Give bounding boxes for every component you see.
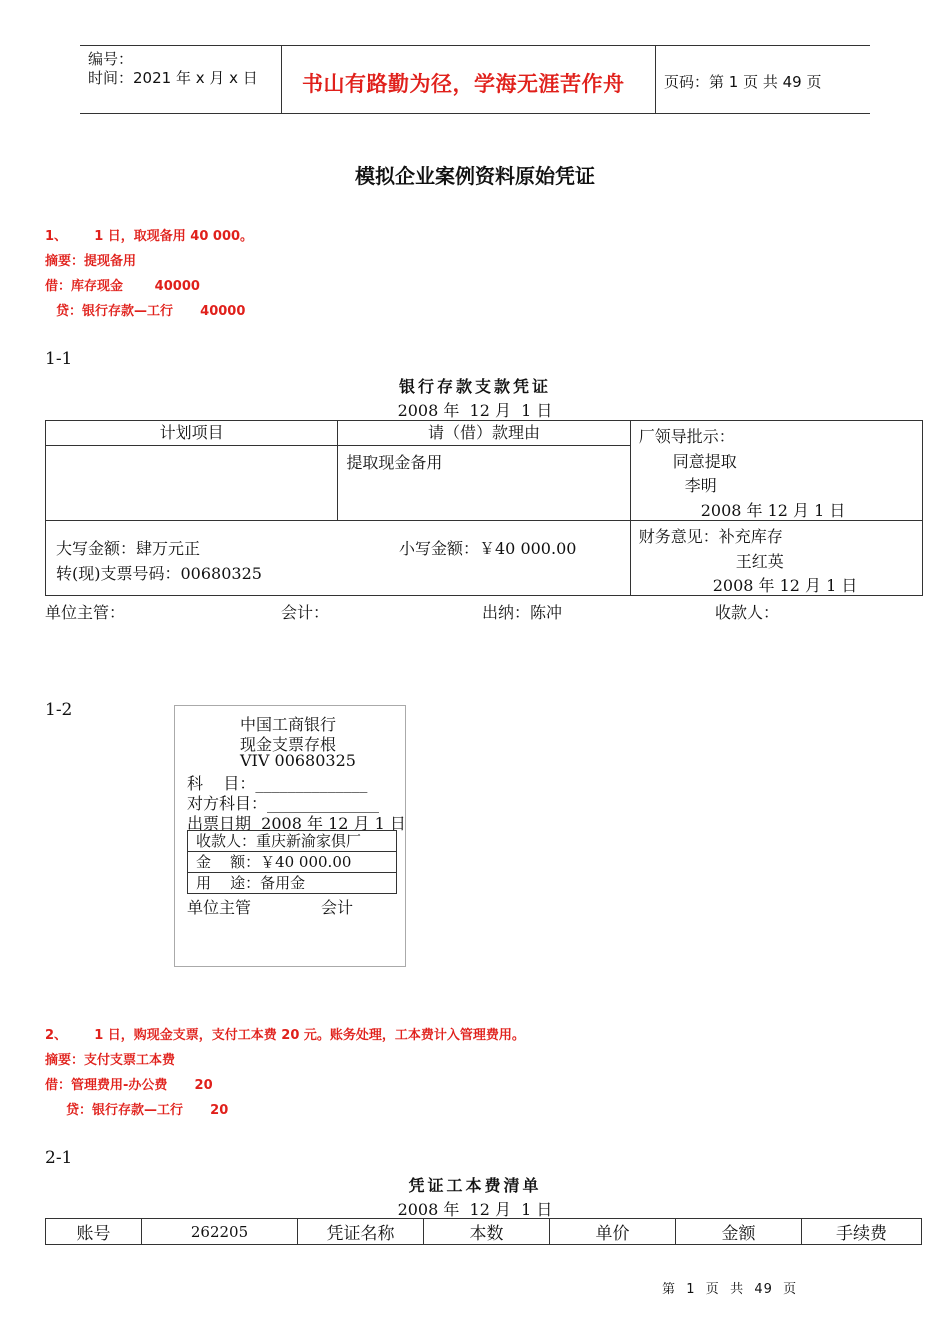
- sign-unit-head: 单位主管：: [45, 603, 126, 622]
- voucher-plan-cell: [46, 421, 338, 521]
- fee-list-title: 凭证工本费清单: [408, 1176, 542, 1195]
- voucher-table: [45, 420, 923, 596]
- fee-col-amount: 金额: [676, 1219, 802, 1245]
- sign-payee: 收款人：: [715, 603, 780, 622]
- header-page-info: 页码：第 1 页 共 49 页: [664, 73, 822, 91]
- voucher-date: 2008 年 12 月 1 日: [397, 401, 553, 420]
- section-label-2-1: 2-1: [45, 1148, 73, 1168]
- approval-label: 厂领导批示：: [638, 427, 735, 446]
- approval-date: 2008 年 12 月 1 日: [700, 501, 846, 520]
- stub-subject: 科 目：______________: [187, 774, 368, 793]
- sign-accountant: 会计：: [281, 603, 330, 622]
- entry2-line1: 2、 1 日，购现金支票，支付工本费 20 元。账务处理，工本费计入管理费用。: [45, 1028, 525, 1043]
- voucher-amount-cell: [46, 521, 631, 596]
- check-number: 转(现)支票号码：00680325: [56, 564, 262, 583]
- header-bottom-rule: [80, 113, 870, 114]
- entry1-credit: 贷：银行存款—工行 40000: [56, 304, 246, 319]
- fee-col-voucher-name: 凭证名称: [298, 1219, 424, 1245]
- stub-usage: 用 途：备用金: [196, 874, 306, 892]
- stub-sign-head: 单位主管: [187, 898, 252, 917]
- voucher-plan-header: 计划项目: [46, 421, 337, 446]
- finance-name: 王红英: [735, 552, 784, 571]
- voucher-approval-cell: [630, 421, 922, 521]
- stub-name: 现金支票存根: [240, 735, 337, 754]
- voucher-title: 银行存款支款凭证: [398, 377, 551, 396]
- stub-issue-date: 出票日期 2008 年 12 月 1 日: [187, 814, 406, 833]
- approval-name: 李明: [684, 476, 717, 495]
- document-title: 模拟企业案例资料原始凭证: [355, 164, 595, 188]
- section-label-1-1: 1-1: [45, 349, 73, 369]
- header-divider-1: [281, 45, 282, 113]
- sign-cashier: 出纳：陈冲: [482, 603, 563, 622]
- fee-list-date: 2008 年 12 月 1 日: [397, 1200, 553, 1219]
- header-code-label: 编号：: [88, 50, 134, 68]
- amount-upper: 大写金额：肆万元正: [56, 539, 201, 558]
- stub-bank: 中国工商银行: [240, 715, 337, 734]
- amount-lower: 小写金额：￥40 000.00: [399, 539, 577, 558]
- header-motto: 书山有路勤为径，学海无涯苦作舟: [302, 72, 625, 96]
- header-divider-2: [655, 45, 656, 113]
- fee-table: [45, 1218, 922, 1245]
- voucher-reason-value: 提取现金备用: [346, 453, 443, 472]
- entry2-debit: 借：管理费用-办公费 20: [45, 1078, 213, 1093]
- stub-details-box: [187, 830, 397, 894]
- entry1-line1: 1、 1 日，取现备用 40 000。: [45, 229, 254, 244]
- fee-col-account: 账号: [46, 1219, 142, 1245]
- header-time-label: 时间：2021 年 x 月 x 日: [88, 69, 258, 87]
- approval-text: 同意提取: [672, 452, 737, 471]
- stub-sign-acct: 会计: [321, 898, 354, 917]
- fee-col-quantity: 本数: [424, 1219, 550, 1245]
- entry2-summary: 摘要：支付支票工本费: [45, 1053, 176, 1068]
- entry1-summary: 摘要：提现备用: [45, 254, 137, 269]
- finance-date: 2008 年 12 月 1 日: [712, 576, 858, 595]
- finance-label: 财务意见：补充库存: [638, 527, 783, 546]
- voucher-reason-cell: [338, 421, 630, 521]
- voucher-reason-header: 请（借）款理由: [338, 421, 629, 446]
- fee-col-account-number: 262205: [142, 1219, 298, 1245]
- check-stub: [174, 705, 406, 967]
- voucher-finance-cell: [630, 521, 922, 596]
- stub-number: VIV 00680325: [240, 751, 356, 770]
- page-footer: 第 1 页 共 49 页: [662, 1282, 798, 1297]
- fee-col-handling-fee: 手续费: [802, 1219, 922, 1245]
- stub-amount: 金 额：￥40 000.00: [188, 852, 396, 873]
- entry1-debit: 借：库存现金 40000: [45, 279, 200, 294]
- header-top-rule: [80, 45, 870, 46]
- stub-payee: 收款人：重庆新渝家俱厂: [188, 831, 396, 852]
- entry2-credit: 贷：银行存款—工行 20: [66, 1103, 229, 1118]
- stub-counter-subject: 对方科目：______________: [187, 794, 380, 813]
- section-label-1-2: 1-2: [45, 700, 73, 720]
- fee-table-header-row: [46, 1219, 922, 1245]
- fee-col-unit-price: 单价: [550, 1219, 676, 1245]
